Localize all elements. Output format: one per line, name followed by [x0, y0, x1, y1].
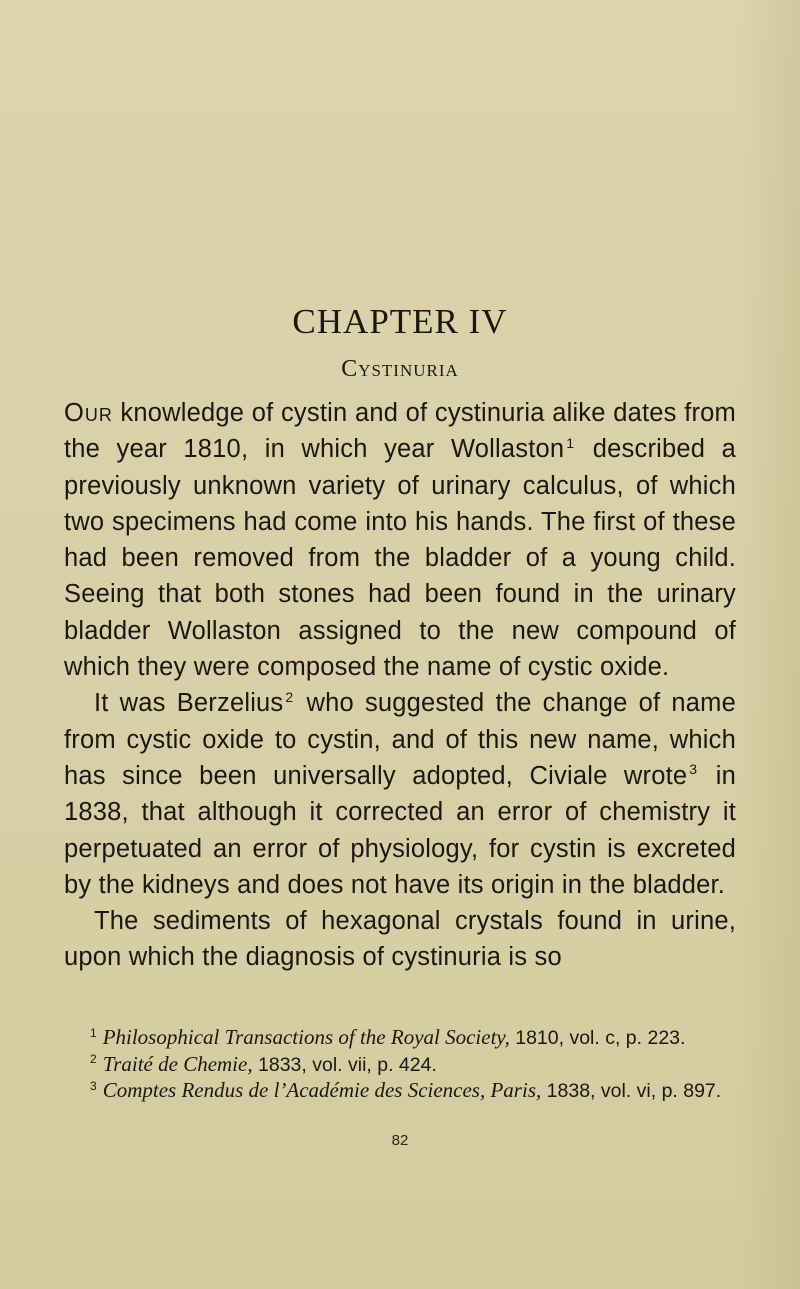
footnote-number: 3	[90, 1078, 97, 1093]
paragraph-1	[64, 395, 736, 685]
paragraph-3-text: The sediments of hexagonal crystals found in urine, upon which the diagnosis of cystinuria is so	[64, 907, 736, 972]
footnote	[64, 1025, 736, 1052]
chapter-title: CHAPTER IV	[292, 302, 508, 341]
section-title: Cystinuria	[341, 356, 459, 382]
paragraph-3	[64, 903, 736, 976]
footnote-number: 1	[90, 1025, 97, 1040]
footnotes	[64, 1025, 736, 1105]
footnote-ref-2[interactable]: 2	[285, 688, 294, 705]
footnote	[64, 1052, 736, 1079]
paragraph-2	[64, 685, 736, 903]
paragraph-2-text-b: who suggested the change of name from cystic oxide to cystin, and of this new name, which has since been universally adopted, Civiale wrote	[64, 689, 736, 790]
footnote-number: 2	[90, 1052, 97, 1067]
footnote-detail: 1810, vol. c, p. 223.	[509, 1027, 686, 1049]
paragraph-2-text-c: in 1838, that although it corrected an error of chemistry it perpetuated an error of physiology, for cystin is excreted by the kidneys and does not have its origin in the bladder.	[64, 761, 736, 899]
paragraph-lead-word: Our	[64, 399, 113, 427]
footnote-detail: 1833, vol. vii, p. 424.	[252, 1053, 437, 1076]
page-number: 82	[391, 1132, 409, 1149]
paragraph-2-text-a: It was Berzelius	[94, 689, 284, 718]
footnote-ref-1[interactable]: 1	[566, 434, 575, 451]
body-text	[64, 395, 736, 976]
footnote-title: Comptes Rendus de l’Académie des Sciences, Paris,	[102, 1078, 542, 1103]
footnote	[64, 1078, 736, 1105]
footnote-ref-3[interactable]: 3	[689, 761, 698, 778]
paragraph-1-text-a: knowledge of cystin and of cystinuria alike dates from the year 1810, in which year Wollaston	[64, 399, 736, 464]
footnote-title: Philosophical Transactions of the Royal Society,	[102, 1025, 510, 1049]
footnote-detail: 1838, vol. vi, p. 897.	[541, 1080, 722, 1103]
paragraph-1-text-b: described a previously unknown variety of urinary calculus, of which two specimens had come into his hands. The first of these had been removed from the bladder of a young child. Seeing that both stones had been found in the urinary bladder Wollaston assigned to the new compound of which they were composed the name of cystic oxide.	[64, 435, 737, 682]
footnote-title: Traité de Chemie,	[102, 1051, 253, 1076]
